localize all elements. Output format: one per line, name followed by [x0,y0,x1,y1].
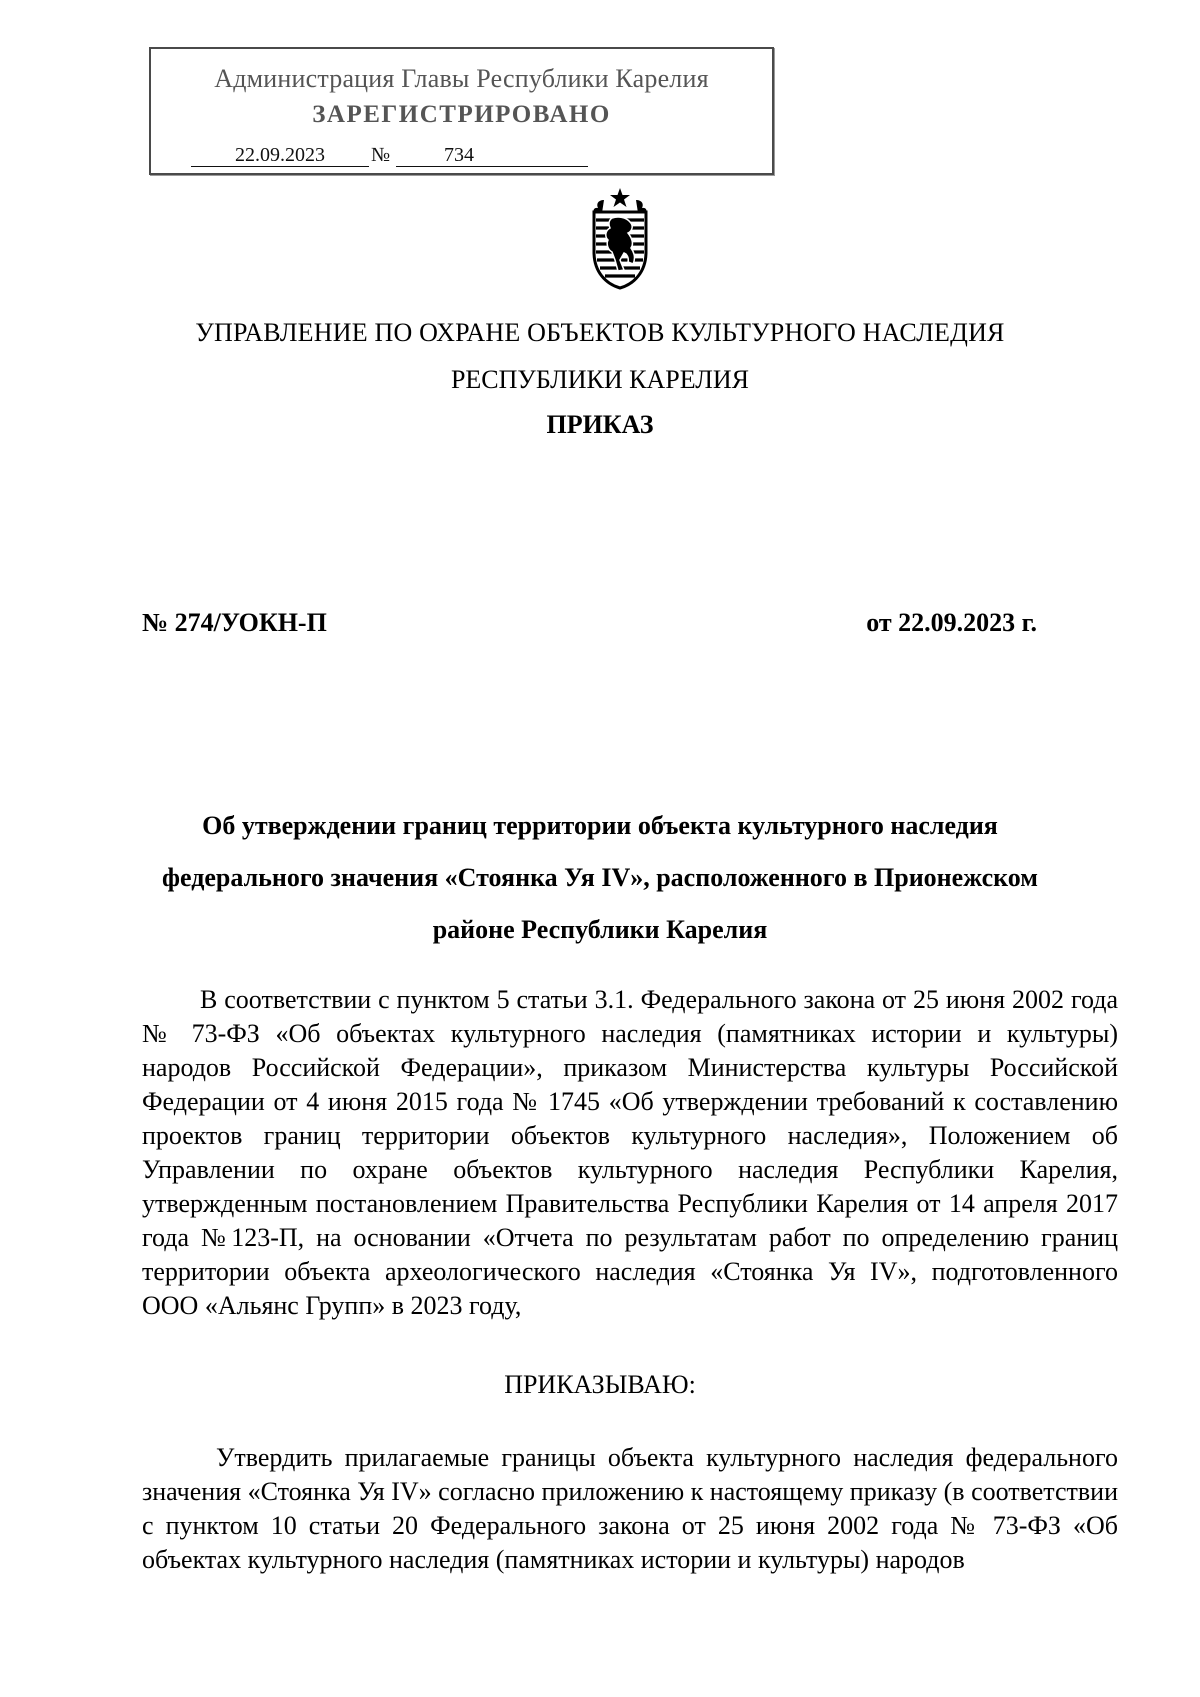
karelia-coat-of-arms-icon [582,186,658,290]
order-number: № 274/УОКН-П [142,608,327,637]
order-paragraph: Утвердить прилагаемые границы объекта культурного наследия федерального значения «Стоянка Уя IV» согласно приложению к настоящему приказу (в соответствии с пунктом 10 статьи 20 Федерального закона от 25 июня 2002 года № 73-ФЗ «Об объектах культурного наследия (памятниках истории и культуры) народов [142,1443,1118,1574]
stamp-date: 22.09.2023 [191,144,369,167]
registration-stamp [149,47,774,175]
agency-name-line-2: РЕСПУБЛИКИ КАРЕЛИЯ [450,365,750,394]
document-type: ПРИКАЗ [546,410,654,439]
preamble-paragraph: В соответствии с пунктом 5 статьи 3.1. Федерального закона от 25 июня 2002 года № 73-ФЗ «Об объектах культурного наследия (памятниках истории и культуры) народов Российской Федерации», приказом Министерства культуры Российской Федерации от 4 июня 2015 года № 1745 «Об утверждении требований к составлению проектов границ территории объектов культурного наследия», Положением об Управлении по охране объектов культурного наследия Республики Карелия, утвержденным постановлением Правительства Республики Карелия от 14 апреля 2017 года №123-П, на основании «Отчета по результатам работ по определению границ территории объекта археологического наследия «Стоянка Уя IV», подготовленного ООО «Альянс Групп» в 2023 году, [142,985,1118,1320]
document-title: Об утверждении границ территории объекта культурного наследия федерального значения «Стоянка Уя IV», расположенного в Прионежском районе Республики Карелия [162,811,1038,944]
stamp-organization: Администрация Главы Республики Карелия [214,64,709,93]
order-date: от 22.09.2023 г. [866,608,1037,637]
stamp-number: 734 [396,144,588,167]
stamp-number-sign: № [371,144,391,166]
orders-heading: ПРИКАЗЫВАЮ: [504,1370,696,1399]
stamp-status: ЗАРЕГИСТРИРОВАНО [312,101,611,128]
agency-name-line-1: УПРАВЛЕНИЕ ПО ОХРАНЕ ОБЪЕКТОВ КУЛЬТУРНОГО НАСЛЕДИЯ [195,318,1005,347]
